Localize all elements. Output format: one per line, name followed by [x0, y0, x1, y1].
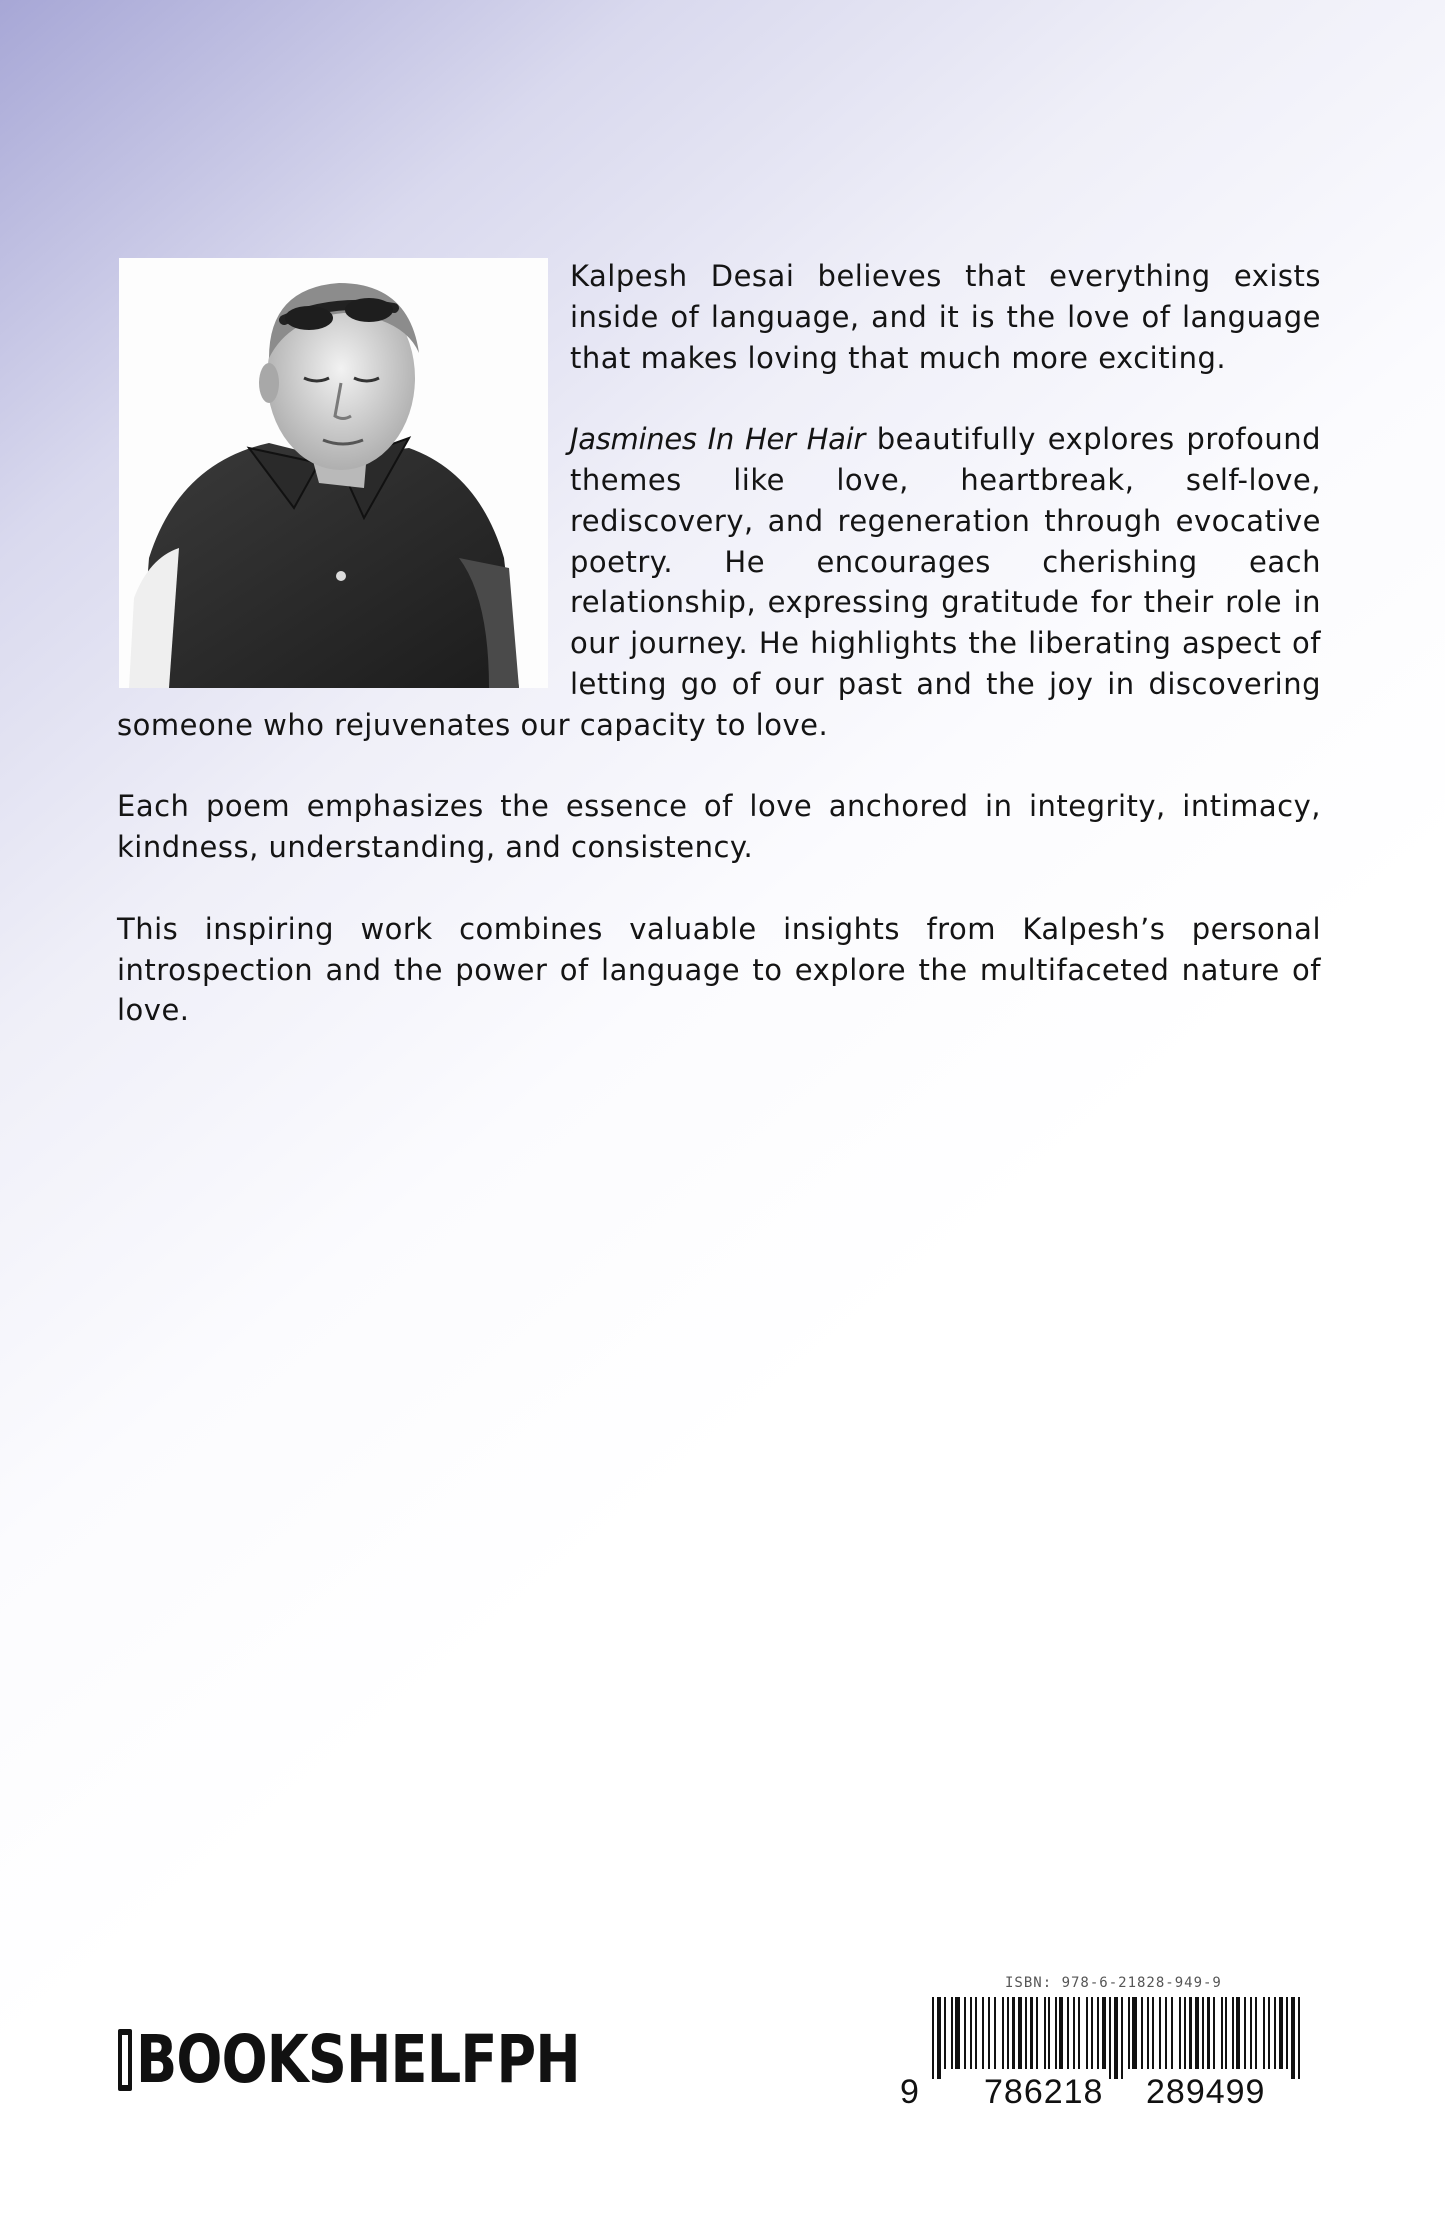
bio-paragraph-4: This inspiring work combines valuable insights from Kalpesh’s personal introspection and the power of language to explore the multifaceted nature of love. [117, 911, 1321, 1028]
barcode-bar [1147, 1997, 1149, 2069]
barcode-bar [1244, 1997, 1246, 2069]
barcode-bar [1030, 1997, 1033, 2069]
barcode-bar [1025, 1997, 1027, 2069]
barcode-bar [1236, 1997, 1240, 2069]
barcode-bar [932, 1997, 934, 2079]
barcode-bar [1250, 1997, 1252, 2069]
barcode-bar [1286, 1997, 1288, 2069]
barcode-bar [951, 1997, 953, 2069]
author-photo [119, 258, 548, 688]
barcode-bar [1091, 1997, 1093, 2069]
barcode-bar [1007, 1997, 1009, 2069]
barcode-bar [1097, 1997, 1099, 2069]
barcode-bar [1059, 1997, 1063, 2069]
barcode-digits-left: 786218 [984, 2073, 1104, 2111]
blurb-text [117, 256, 1321, 1072]
bio-paragraph-2-text: beautifully explores profound themes like love, heartbreak, self-love, rediscovery, and regeneration through evocative poetry. He encourages cherishing each relationship, expressing gratitude for their role in our journey. He highlights the liberating aspect of letting go of our past and the joy in discovering someone who rejuvenates our capacity to love. [117, 422, 1321, 742]
publisher-name: BOOKSHELFPH [136, 2021, 580, 2098]
barcode-bar [1225, 1997, 1227, 2069]
barcode-bar [1002, 1997, 1004, 2069]
barcode-bar [1078, 1997, 1080, 2069]
barcode-bar [1165, 1997, 1167, 2069]
barcode-bar [1132, 1997, 1137, 2069]
barcode-digits-right: 289499 [1146, 2073, 1266, 2111]
barcode-bar [1184, 1997, 1186, 2069]
barcode-bar [1291, 1997, 1295, 2079]
barcode-bar [1055, 1997, 1057, 2069]
barcode-bars [932, 1997, 1304, 2079]
barcode-bar [1279, 1997, 1283, 2069]
barcode-bar [1159, 1997, 1161, 2069]
barcode-bar [982, 1997, 984, 2069]
barcode-bar [1221, 1997, 1223, 2069]
barcode-bar [1067, 1997, 1069, 2069]
barcode-bar [955, 1997, 960, 2069]
barcode-bar [1179, 1997, 1181, 2069]
isbn-label: ISBN: 978-6-21828-949-9 [1005, 1975, 1222, 1991]
barcode-bar [1232, 1997, 1234, 2069]
publisher-logo [118, 2020, 677, 2100]
barcode-bar [1152, 1997, 1154, 2069]
barcode-bar [994, 1997, 996, 2069]
barcode-bar [1018, 1997, 1022, 2069]
barcode-bar [1268, 1997, 1270, 2069]
barcode-bar [970, 1997, 972, 2069]
barcode-bar [1102, 1997, 1106, 2069]
bio-paragraph-1: Kalpesh Desai believes that everything exists inside of language, and it is the love of language that makes loving that much more exciting. [570, 259, 1321, 375]
barcode-bar [1012, 1997, 1015, 2069]
barcode-bar [1202, 1997, 1204, 2069]
barcode-bar [1263, 1997, 1265, 2069]
barcode-bar [944, 1997, 946, 2069]
barcode-bar [1128, 1997, 1130, 2069]
barcode-bar [1044, 1997, 1046, 2069]
barcode-bar [975, 1997, 977, 2069]
barcode-bar [1048, 1997, 1050, 2069]
barcode-bar [1207, 1997, 1210, 2069]
barcode-bar [988, 1997, 990, 2069]
book-title: Jasmines In Her Hair [570, 422, 865, 457]
barcode-bar [964, 1997, 966, 2069]
barcode-bar [1213, 1997, 1215, 2069]
barcode-bar [1195, 1997, 1199, 2069]
barcode-bar [937, 1997, 941, 2079]
book-spine-icon [118, 2029, 132, 2091]
barcode-bar [1255, 1997, 1257, 2069]
isbn-barcode [898, 1975, 1316, 2125]
barcode-bar [1298, 1997, 1300, 2079]
barcode-bar [1121, 1997, 1123, 2079]
barcode-digit-first: 9 [900, 2073, 920, 2111]
barcode-bar [1036, 1997, 1038, 2069]
barcode-bar [1189, 1997, 1192, 2069]
barcode-bar [1171, 1997, 1173, 2069]
barcode-bar [1114, 1997, 1118, 2079]
barcode-bar [1109, 1997, 1111, 2079]
barcode-bar [1141, 1997, 1143, 2069]
barcode-bar [1073, 1997, 1075, 2069]
author-portrait-illustration [119, 258, 548, 688]
bio-paragraph-3: Each poem emphasizes the essence of love anchored in integrity, intimacy, kindness, understanding, and consistency. [117, 789, 1321, 865]
barcode-bar [1274, 1997, 1276, 2069]
barcode-bar [1086, 1997, 1088, 2069]
